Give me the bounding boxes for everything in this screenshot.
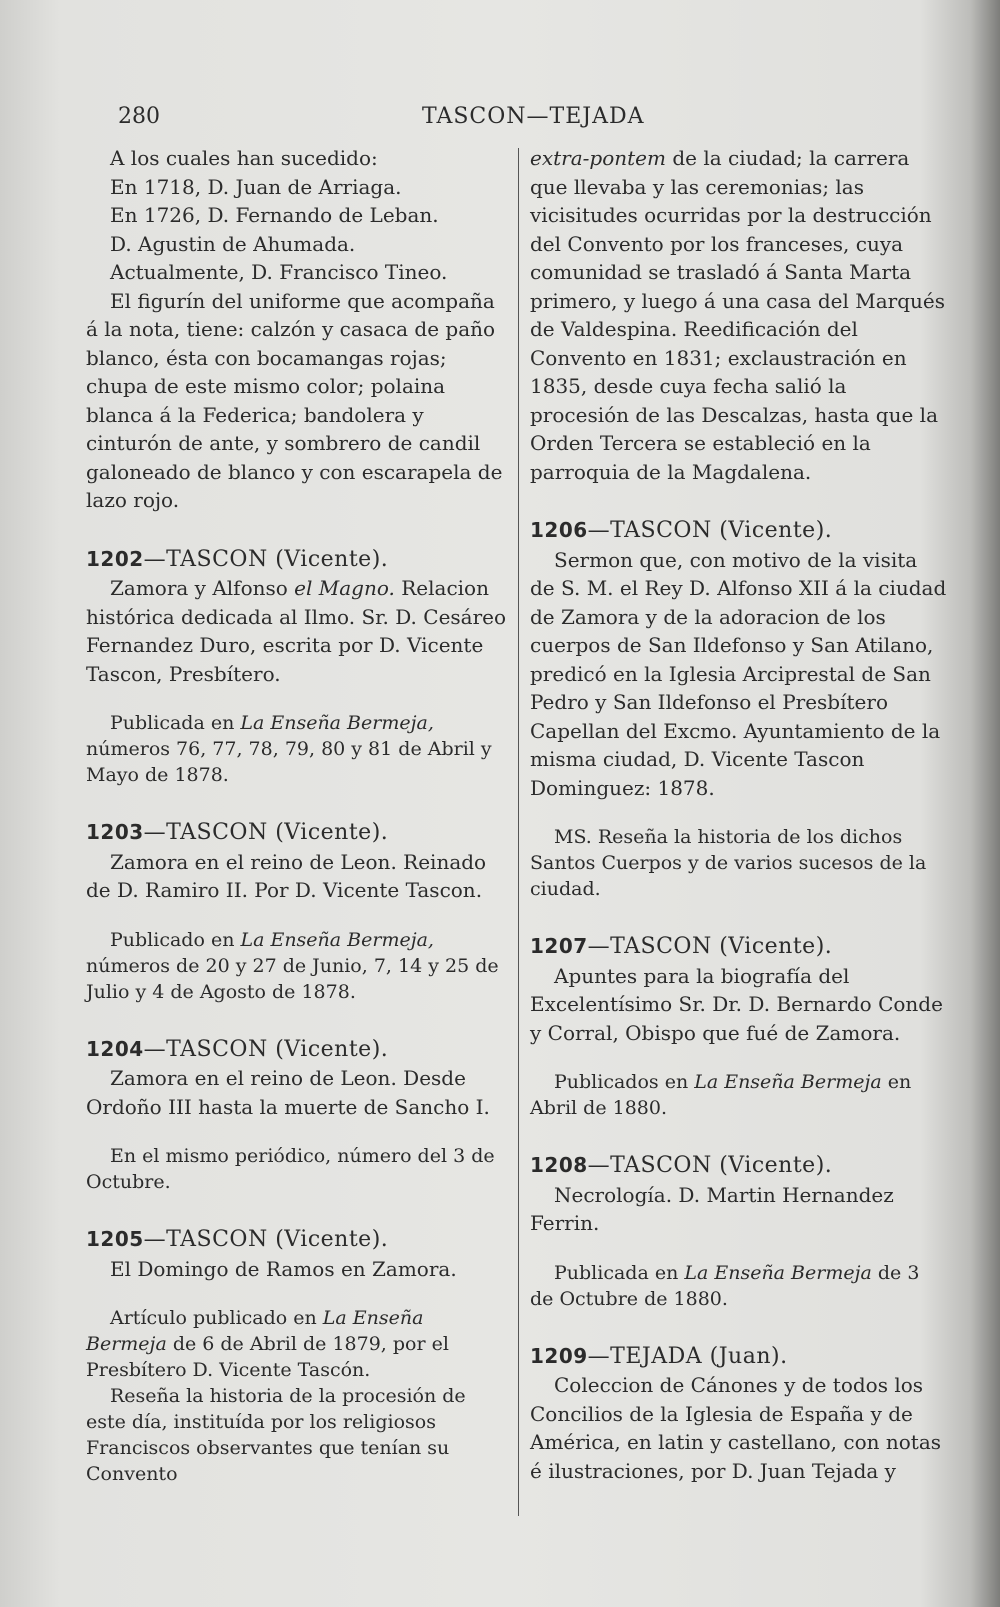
entry-1204 xyxy=(86,1035,508,1196)
intro-line: Actualmente, D. Francisco Tineo. xyxy=(110,260,448,284)
entry-1205 xyxy=(86,1225,508,1487)
entry-title: Zamora en el reino de Leon. Reinado de D. Ramiro II. Por D. Vicente Tascon. xyxy=(86,849,487,902)
right-column xyxy=(530,144,948,1485)
entry-number: 1206 xyxy=(530,518,588,542)
entry-publication: Publicado en La Enseña Bermeja, números de 20 y 27 de Junio, 7, 14 y 25 de Julio y 4 de Agosto de 1878. xyxy=(86,928,499,1003)
entry-author: —TASCON (Vicente). xyxy=(143,1227,389,1252)
entry-heading xyxy=(530,1151,948,1181)
entry-title: Coleccion de Cánones y de todos los Concilios de la Iglesia de España y de América, en latin y castellano, con notas é ilustraciones, por D. Juan Tejada y xyxy=(530,1373,942,1483)
entry-1207 xyxy=(530,932,948,1121)
column-divider xyxy=(518,148,519,1516)
entry-author: —TEJADA (Juan). xyxy=(587,1343,788,1369)
entry-author: —TASCON (Vicente). xyxy=(587,518,833,543)
entry-description: Reseña la historia de la procesión de este día, instituída por los religiosos Franciscos observantes que tenían su Convento xyxy=(86,1385,466,1485)
entry-author: —TASCON (Vicente). xyxy=(143,1036,389,1062)
entry-1202 xyxy=(86,545,508,789)
intro-line: D. Agustin de Ahumada. xyxy=(110,231,356,256)
entry-title: Zamora en el reino de Leon. Desde Ordoño III hasta la muerte de Sancho I. xyxy=(86,1066,490,1119)
entry-publication: Publicada en La Enseña Bermeja de 3 de Octubre de 1880. xyxy=(530,1261,920,1310)
entry-title: El Domingo de Ramos en Zamora. xyxy=(110,1256,457,1281)
intro-line: En 1718, D. Juan de Arriaga. xyxy=(110,174,402,199)
entry-publication: Publicada en La Enseña Bermeja, números 76, 77, 78, 79, 80 y 81 de Abril y Mayo de 1878. xyxy=(86,712,492,786)
entry-heading xyxy=(530,516,948,546)
entry-heading xyxy=(530,1342,948,1372)
entry-note: MS. Reseña la historia de los dichos Santos Cuerpos y de varios sucesos de la ciudad. xyxy=(530,826,927,900)
entry-number: 1208 xyxy=(530,1153,588,1177)
entry-title: Sermon que, con motivo de la visita de S. M. el Rey D. Alfonso XII á la ciudad de Zamora y de la adoracion de los cuerpos de San Ildefonso y San Atilano, predicó en la Iglesia Arciprestal de San Pedro y San Ildefonso el Presbítero Capellan del Excmo. Ayuntamiento de la misma ciudad, D. Vicente Tascon Dominguez: 1878. xyxy=(530,547,947,800)
entry-publication: Publicados en La Enseña Bermeja en Abril de 1880. xyxy=(530,1071,912,1119)
entry-heading xyxy=(86,545,508,575)
entry-title: Apuntes para la biografía del Excelentísimo Sr. Dr. D. Bernardo Conde y Corral, Obispo que fué de Zamora. xyxy=(530,963,943,1045)
entry-1209 xyxy=(530,1342,948,1486)
entry-number: 1207 xyxy=(530,934,588,958)
entry-1206 xyxy=(530,516,948,902)
continued-paragraph: extra-pontem de la ciudad; la carrera que llevaba y las ceremonias; las vicisitudes ocurridas por la destrucción del Convento por los franceses, cuya comunidad se trasladó á Santa Marta primero, y luego á una casa del Marqués de Valdespina. Reedificación del Convento en 1831; exclaustración en 1835, desde cuya fecha salió la procesión de las Descalzas, hasta que la Orden Tercera se estableció en la parroquia de la Magdalena. xyxy=(530,146,945,484)
page-number: 280 xyxy=(118,104,160,129)
entry-heading xyxy=(86,1225,508,1255)
entry-number: 1204 xyxy=(86,1036,144,1061)
entry-author: —TASCON (Vicente). xyxy=(143,820,389,845)
entry-heading xyxy=(530,932,948,962)
intro-line: A los cuales han sucedido: xyxy=(110,146,378,170)
entry-title: Necrología. D. Martin Hernandez Ferrin. xyxy=(530,1182,894,1235)
left-column xyxy=(86,144,508,1487)
entry-1208 xyxy=(530,1151,948,1312)
entry-1203 xyxy=(86,818,508,1005)
entry-number: 1202 xyxy=(86,546,144,571)
running-title: TASCON—TEJADA xyxy=(422,104,645,129)
entry-number: 1203 xyxy=(86,820,144,844)
entry-author: —TASCON (Vicente). xyxy=(587,934,833,959)
running-head xyxy=(0,104,1000,138)
entry-title: Zamora y Alfonso el Magno. Relacion histórica dedicada al Ilmo. Sr. D. Cesáreo Fernandez Duro, escrita por D. Vicente Tascon, Presbítero. xyxy=(86,576,507,686)
intro-line: En 1726, D. Fernando de Leban. xyxy=(110,203,439,227)
entry-publication: Artículo publicado en La Enseña Bermeja de 6 de Abril de 1879, por el Presbítero D. Vicente Tascón. xyxy=(86,1307,449,1381)
entry-number: 1205 xyxy=(86,1227,144,1251)
entry-author: —TASCON (Vicente). xyxy=(143,546,389,572)
entry-heading xyxy=(86,818,508,848)
entry-number: 1209 xyxy=(530,1343,588,1368)
entry-heading xyxy=(86,1035,508,1065)
entry-author: —TASCON (Vicente). xyxy=(587,1153,833,1178)
uniform-paragraph: El figurín del uniforme que acompaña á la nota, tiene: calzón y casaca de paño blanco, ésta con bocamangas rojas; chupa de este mismo color; polaina blanca á la Federica; bandolera y cinturón de ante, y sombrero de candil galoneado de blanco y con escarapela de lazo rojo. xyxy=(86,288,503,512)
entry-publication: En el mismo periódico, número del 3 de Octubre. xyxy=(86,1145,495,1193)
